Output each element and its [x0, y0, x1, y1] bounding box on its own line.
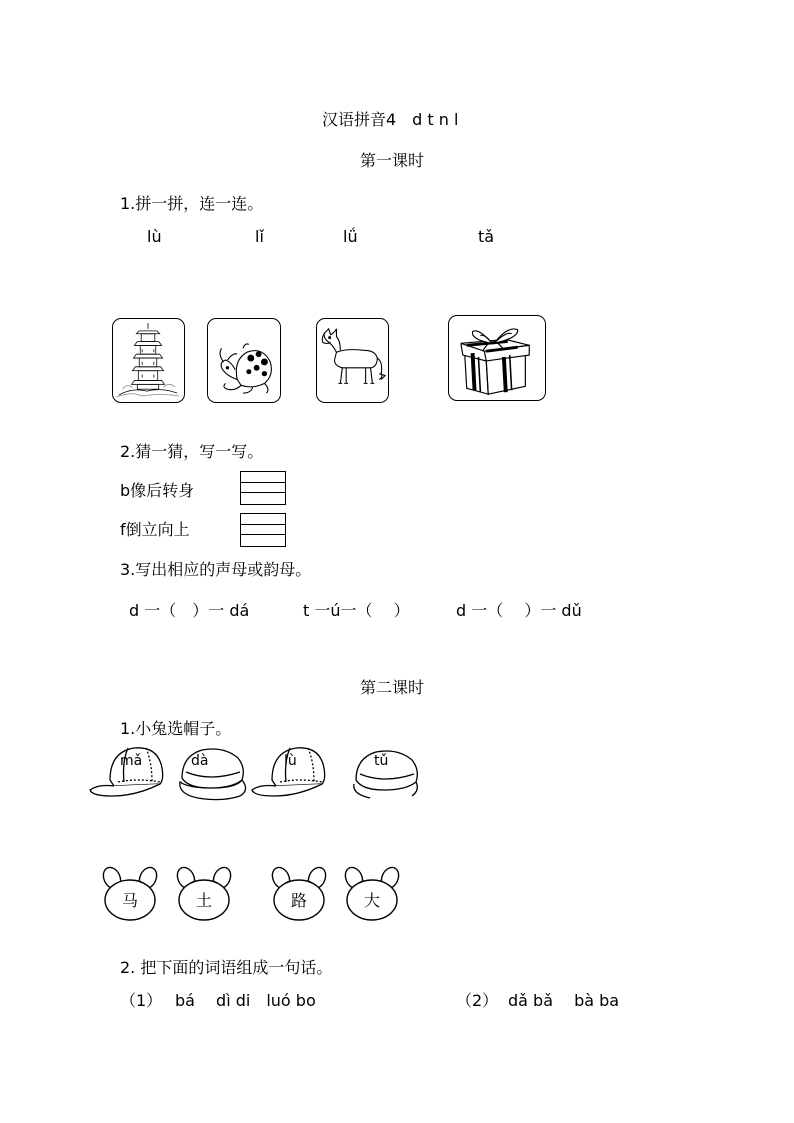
worksheet-title: 汉语拼音4 d t n l — [322, 110, 459, 129]
picture-card-donkey[interactable] — [316, 318, 389, 403]
picture-card-deer[interactable] — [207, 318, 281, 403]
baseball-cap-icon — [88, 742, 168, 800]
question-3-prompt: 3.写出相应的声母或韵母。 — [120, 560, 312, 579]
picture-card-pagoda[interactable] — [112, 318, 185, 403]
fill-item-2[interactable]: t 一ú一（ ） — [303, 601, 410, 620]
hat-round-1[interactable] — [176, 742, 248, 802]
fill-item-3[interactable]: d 一（ ）一 dǔ — [456, 601, 582, 620]
rabbit-char-da: 大 — [363, 891, 380, 910]
pagoda-icon — [113, 319, 184, 402]
fill-item-1[interactable]: d 一（ ）一 dá — [129, 601, 250, 620]
sentence-item-1-number: （1） — [120, 991, 163, 1010]
rabbit-4[interactable] — [341, 864, 403, 924]
hat-label-ma3: mǎ — [120, 753, 143, 769]
hat-label-da4: dà — [191, 753, 209, 769]
section2-question-2-prompt: 2. 把下面的词语组成一句话。 — [120, 958, 333, 977]
rabbit-char-lu: 路 — [290, 891, 307, 910]
pinyin-ta3: tǎ — [478, 227, 495, 246]
section2-question-1-prompt: 1.小兔选帽子。 — [120, 719, 232, 738]
picture-card-gift-box[interactable] — [448, 315, 546, 401]
hat-cap-1[interactable] — [88, 742, 168, 800]
gift-box-icon — [449, 316, 545, 400]
sentence-item-1-words: bá dì di luó bo — [175, 991, 316, 1010]
lesson-two-heading: 第二课时 — [360, 678, 425, 697]
hat-label-tu3: tǔ — [374, 753, 389, 769]
hat-cap-2[interactable] — [250, 742, 330, 800]
sentence-item-2-words: dǎ bǎ bà ba — [508, 991, 620, 1010]
baseball-cap-icon — [250, 742, 330, 800]
rabbit-3[interactable] — [268, 864, 330, 924]
question-2-prompt: 2.猜一猜，写一写。 — [120, 442, 264, 461]
donkey-icon — [317, 319, 388, 402]
lesson-one-heading: 第一课时 — [360, 151, 425, 170]
pinyin-li3: lǐ — [255, 227, 264, 246]
riddle-2-text: f倒立向上 — [120, 520, 190, 539]
writing-grid-1[interactable] — [240, 471, 286, 505]
hat-round-2[interactable] — [350, 744, 422, 802]
pinyin-lu4: lù — [147, 227, 162, 246]
rabbit-char-ma: 马 — [121, 891, 138, 910]
writing-grid-2[interactable] — [240, 513, 286, 547]
round-hat-icon — [176, 742, 248, 802]
sentence-item-2-number: （2） — [456, 991, 499, 1010]
rabbit-2[interactable] — [173, 864, 235, 924]
deer-icon — [208, 319, 280, 402]
rabbit-char-tu: 土 — [195, 891, 212, 910]
rabbit-1[interactable] — [99, 864, 161, 924]
riddle-1-text: b像后转身 — [120, 481, 195, 500]
pinyin-lv2: lǘ — [343, 227, 358, 246]
question-1-prompt: 1.拼一拼，连一连。 — [120, 194, 264, 213]
hat-label-lu4: lù — [284, 753, 297, 769]
